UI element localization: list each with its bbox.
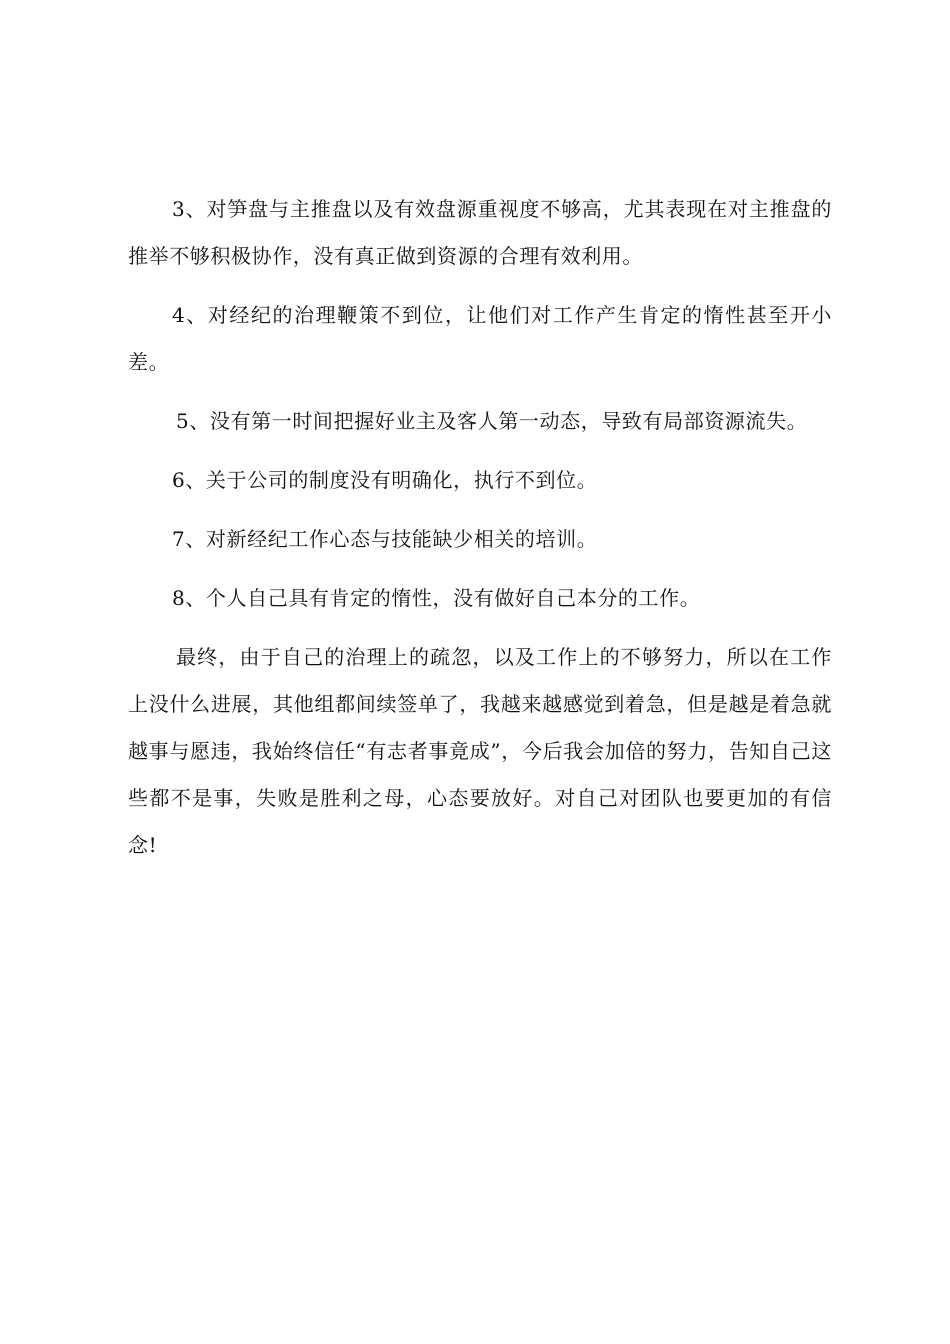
paragraph-item-6: 6、关于公司的制度没有明确化，执行不到位。 [172,468,598,492]
paragraph-item-5: 5、没有第一时间把握好业主及客人第一动态，导致有局部资源流失。 [176,409,808,433]
paragraph-conclusion: 最终，由于自己的治理上的疏忽，以及工作上的不够努力，所以在工作上没什么进展，其他组都间续签单了，我越来越感觉到着急，但是越是着急就越事与愿违，我始终信任“有志者事竟成”，今后我会加倍的努力，告知自己这些都不是事，失败是胜利之母，心态要放好。对自己对团队也要更加的有信念! [128,645,832,857]
paragraph-item-8: 8、个人自己具有肯定的惰性，没有做好自己本分的工作。 [172,586,701,610]
paragraph-item-3: 3、对笋盘与主推盘以及有效盘源重视度不够高，尤其表现在对主推盘的推举不够积极协作，没有真正做到资源的合理有效利用。 [128,197,832,268]
document-body [128,186,832,881]
paragraph-item-4: 4、对经纪的治理鞭策不到位，让他们对工作产生肯定的惰性甚至开小差。 [128,303,832,374]
paragraph-item-7: 7、对新经纪工作心态与技能缺少相关的培训。 [172,527,598,551]
